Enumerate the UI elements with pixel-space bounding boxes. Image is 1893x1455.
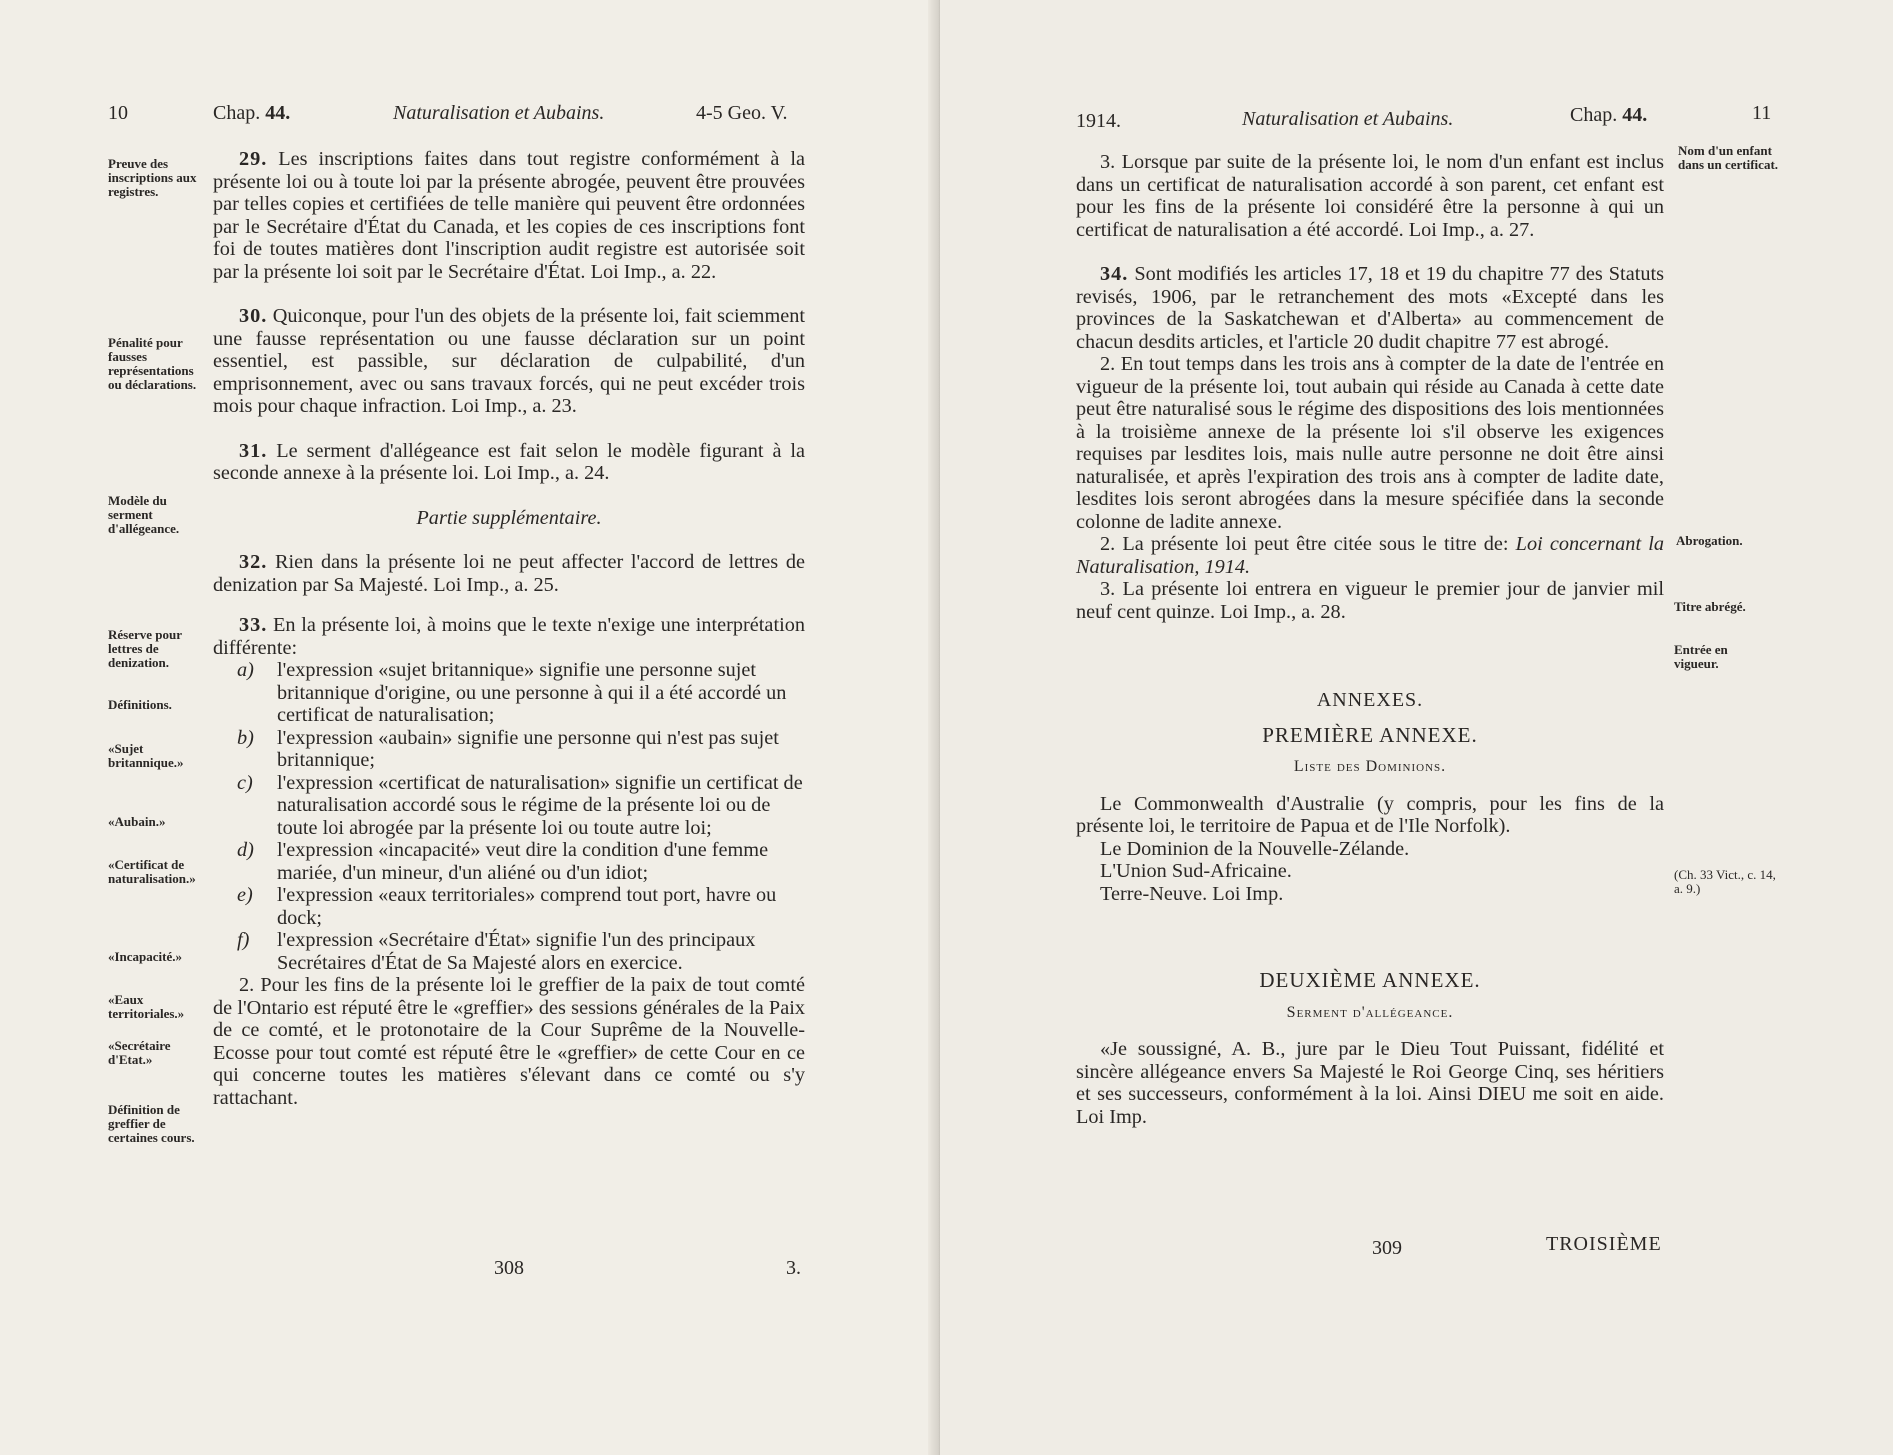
note-s32: Réserve pour lettres de denization.: [108, 627, 182, 670]
definition-b: b) l'expression «aubain» signifie une personne qui n'est pas sujet britannique;: [237, 726, 779, 771]
section-34-4: 3. La présente loi entrera en vigueur le premier jour de janvier mil neuf cent quinze. Loi Imp., a. 28.: [1076, 578, 1664, 623]
right-footer-catchword: TROISIÈME: [1546, 1233, 1662, 1255]
note-nom-enfant: Nom d'un enfant dans un certificat.: [1678, 143, 1779, 172]
dominion-australia: Le Commonwealth d'Australie (y compris, pour les fins de la présente loi, le territoire de Papua et de l'Ile Norfolk).: [1076, 792, 1664, 837]
note-d: «Incapacité.»: [108, 949, 183, 964]
liste-dominions-title: Liste des Dominions.: [1293, 758, 1447, 775]
note-entree: Entrée en vigueur.: [1674, 642, 1728, 671]
section-33-2: 2. Pour les fins de la présente loi le greffier de la paix de tout comté de l'Ontario est réputé être le «greffier» des sessions générales de la Paix de ce comté, et le protonotaire de la Cour Suprême de la Nouvelle-Ecosse pour tout comté est réputé être le «greffier» de cette Cour en ce qui concerne toutes les matières s'élevant dans ce comté ou s'y rattachant.: [213, 974, 805, 1109]
serment-title: Serment d'allégeance.: [1286, 1003, 1454, 1021]
right-chapter: Chap. 44.: [1570, 104, 1648, 126]
right-body: [1076, 151, 1664, 1128]
left-body: [213, 148, 805, 1109]
section-29: 29. Les inscriptions faites dans tout registre conformément à la présente loi ou à toute loi par la présente abrogée, peuvent être prouvées par telles copies et certifiées de telle manière qui peuvent être ordonnées par le Secrétaire d'État du Canada, et les copies de ces inscriptions font foi de toutes matières dont l'inscription audit registre est autorisée soit par la présente loi soit par le Secrétaire d'État. Loi Imp., a. 22.: [213, 148, 805, 283]
section-34-3: 2. La présente loi peut être citée sous le titre de: Loi concernant la Naturalisation, 1914.: [1076, 533, 1664, 578]
section-34: 34. Sont modifiés les articles 17, 18 et 19 du chapitre 77 des Statuts revisés, 1906, par le retranchement des mots «Excepté dans les provinces de la Saskatchewan et d'Alberta» au commencement de chacun desdits articles, et l'article 20 dudit chapitre 77 est abrogé.: [1076, 263, 1664, 353]
note-s30: Pénalité pour fausses représentations ou déclarations.: [108, 335, 197, 392]
left-page: [0, 0, 940, 1455]
left-chapter: Chap. 44.: [213, 102, 291, 124]
section-31: 31. Le serment d'allégeance est fait selon le modèle figurant à la seconde annexe à la présente loi. Loi Imp., a. 24.: [213, 439, 806, 484]
definition-d: d) l'expression «incapacité» veut dire la condition d'une femme mariée, d'un mineur, d'un aliéné ou d'un idiot;: [237, 839, 769, 884]
note-titre: Titre abrégé.: [1674, 599, 1746, 614]
left-footer-signature: 3.: [786, 1257, 801, 1279]
note-abrogation: Abrogation.: [1676, 533, 1743, 548]
section-30: 30. Quiconque, pour l'un des objets de la présente loi, fait sciemment une fausse représentation ou une fausse déclaration sur un point essentiel, est passible, sur déclaration de culpabilité, d'un emprisonnement, avec ou sans travaux forcés, qui ne peut excéder trois mois pour chaque infraction. Loi Imp., a. 23.: [213, 305, 806, 417]
definition-a: a) l'expression «sujet britannique» signifie une personne sujet britannique d'origine, ou une personne à qui il a été accordé un certificat de naturalisation;: [237, 659, 787, 726]
note-s31: Modèle du serment d'allégeance.: [108, 493, 180, 536]
dominion-south-africa: L'Union Sud-Africaine.: [1100, 860, 1292, 882]
note-e: «Eaux territoriales.»: [108, 992, 185, 1021]
deuxieme-annexe-title: DEUXIÈME ANNEXE.: [1259, 968, 1481, 992]
right-year: 1914.: [1076, 110, 1121, 132]
dominion-new-zealand: Le Dominion de la Nouvelle-Zélande.: [1100, 837, 1410, 860]
note-s29: Preuve des inscriptions aux registres.: [108, 156, 197, 199]
note-c: «Certificat de naturalisation.»: [108, 857, 196, 886]
section-32: 32. Rien dans la présente loi ne peut affecter l'accord de lettres de denization par Sa Majesté. Loi Imp., a. 25.: [213, 551, 805, 596]
section-34-2: 2. En tout temps dans les trois ans à compter de la date de l'entrée en vigueur de la présente loi, tout aubain qui réside au Canada à cette date peut être naturalisé sous le régime des dispositions des lois mentionnées à la troisième annexe de la présente loi s'il observe les exigences requises par lesdites lois, mais nulle autre personne ne doit être ainsi naturalisée, et après l'expiration des trois ans à compter de ladite date, lesdites lois seront abrogées dans la mesure spécifiée dans la seconde colonne de ladite annexe.: [1076, 353, 1664, 533]
dominion-newfoundland: Terre-Neuve. Loi Imp.: [1100, 882, 1284, 905]
right-page: [940, 0, 1893, 1455]
note-f: «Secrétaire d'Etat.»: [108, 1038, 171, 1067]
left-page-number: 10: [108, 102, 128, 124]
left-reign: 4-5 Geo. V.: [696, 102, 788, 124]
definition-e: e) l'expression «eaux territoriales» comprend tout port, havre ou dock;: [237, 884, 777, 929]
annexes-title: ANNEXES.: [1316, 689, 1424, 711]
note-s33-2: Définition de greffier de certaines cours.: [108, 1102, 195, 1145]
note-b: «Aubain.»: [108, 814, 166, 829]
premiere-annexe-title: PREMIÈRE ANNEXE.: [1262, 722, 1478, 747]
section-33: 33. En la présente loi, à moins que le texte n'exige une interprétation différente:: [213, 614, 805, 659]
part-heading: Partie supplémentaire.: [416, 506, 602, 529]
note-a: «Sujet britannique.»: [108, 741, 184, 770]
note-ref: (Ch. 33 Vict., c. 14, a. 9.): [1674, 867, 1776, 896]
right-running-title: Naturalisation et Aubains.: [1242, 108, 1454, 130]
definition-f: f) l'expression «Secrétaire d'État» signifie l'un des principaux Secrétaires d'État de Sa Majesté alors en exercice.: [237, 929, 756, 974]
oath-text: «Je soussigné, A. B., jure par le Dieu Tout Puissant, fidélité et sincère allégeance envers Sa Majesté le Roi George Cinq, ses héritiers et ses successeurs, conformément à la loi. Ainsi DIEU me soit en aide. Loi Imp.: [1076, 1038, 1664, 1128]
definition-c: c) l'expression «certificat de naturalisation» signifie un certificat de naturalisation accordé sous le régime de la présente loi ou de toute loi abrogée par la présente loi ou toute autre loi;: [237, 771, 803, 839]
right-footer-page: 309: [1372, 1237, 1402, 1259]
right-page-number: 11: [1752, 102, 1772, 124]
left-running-title: Naturalisation et Aubains.: [393, 102, 605, 124]
left-footer-page: 308: [494, 1257, 524, 1279]
note-s33: Définitions.: [108, 697, 172, 712]
section-33-3: 3. Lorsque par suite de la présente loi, le nom d'un enfant est inclus dans un certificat de naturalisation accordé à son parent, cet enfant est pour les fins de la présente loi considéré être la personne à qui un certificat de naturalisation a été accordé. Loi Imp., a. 27.: [1076, 151, 1664, 241]
